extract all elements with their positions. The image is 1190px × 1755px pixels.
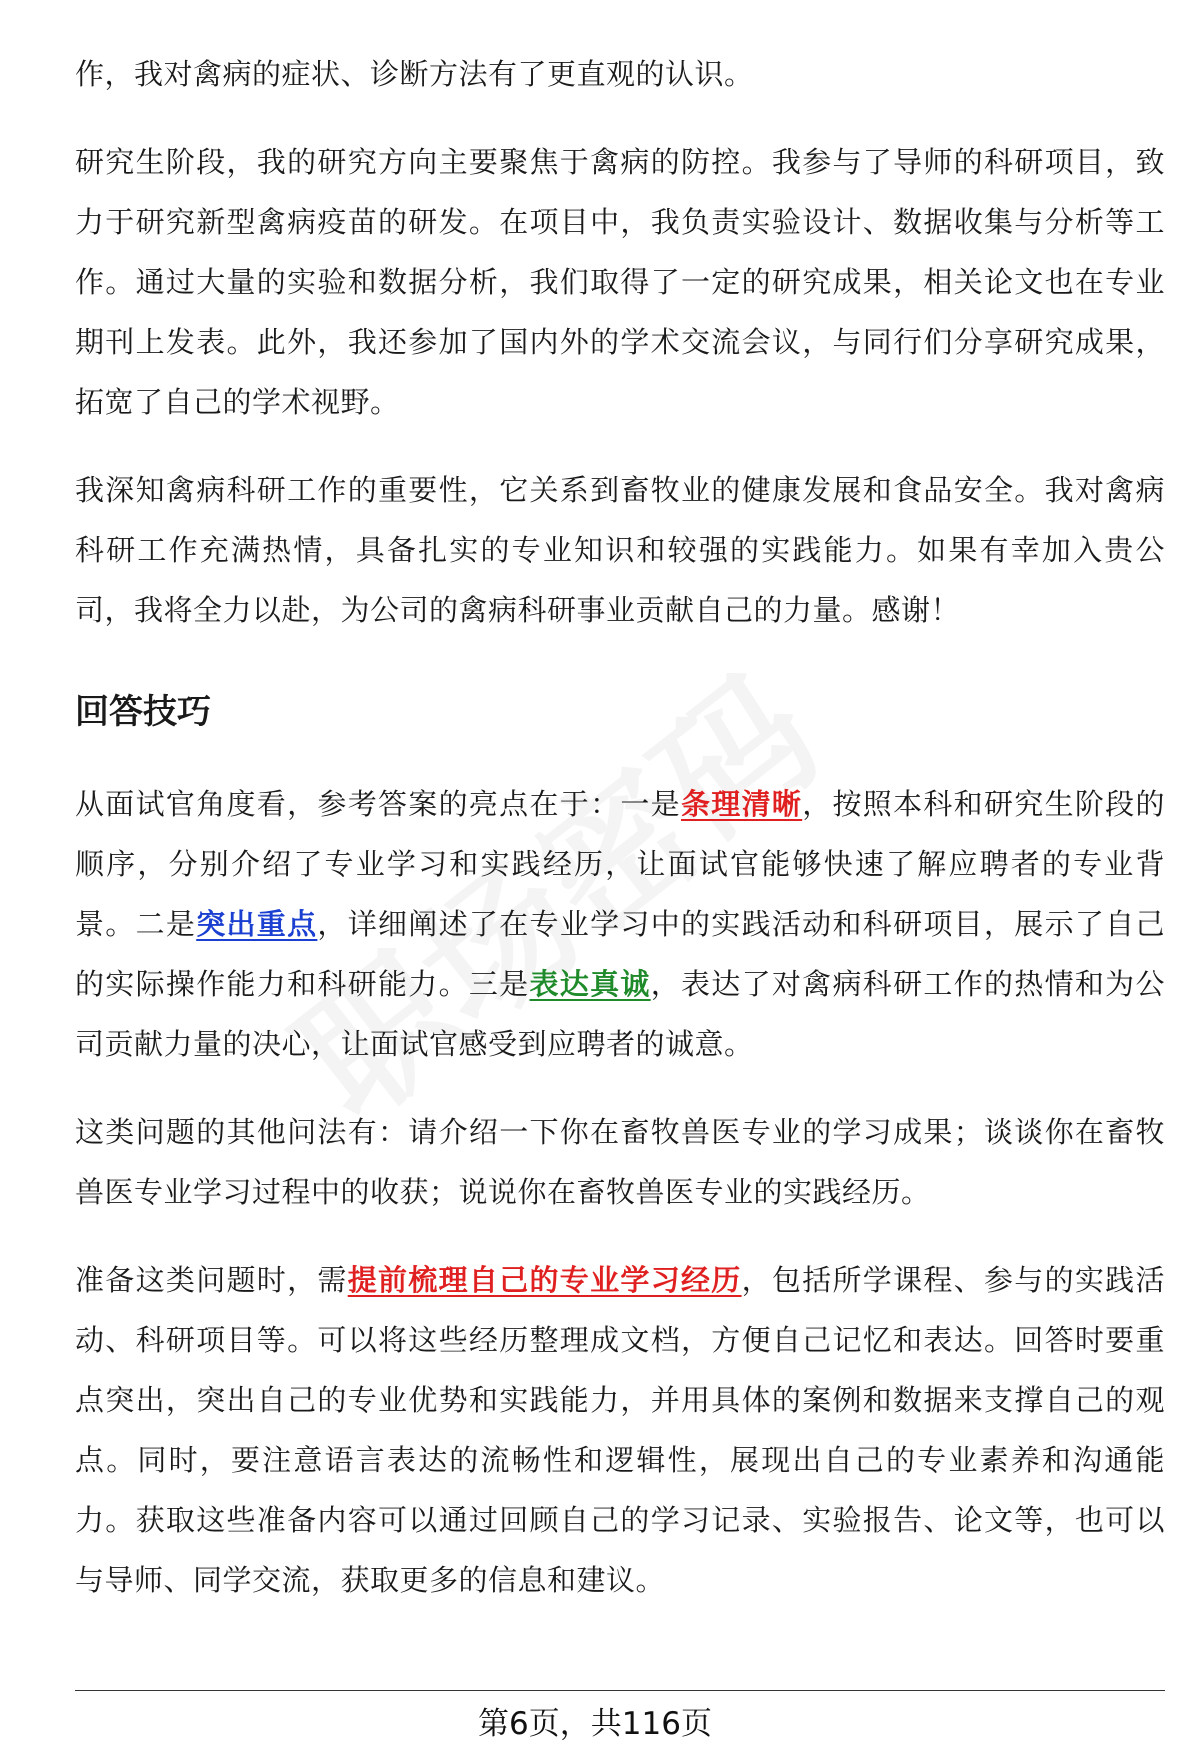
- paragraph-closing: 我深知禽病科研工作的重要性，它关系到畜牧业的健康发展和食品安全。我对禽病科研工作充满热情，具备扎实的专业知识和较强的实践能力。如果有幸加入贵公司，我将全力以赴，为公司的禽病科研事业贡献自己的力量。感谢！: [75, 473, 1165, 627]
- page-content: [75, 44, 1165, 1638]
- paragraph-preparation: [75, 1250, 1165, 1610]
- highlight-review-experience: 提前梳理自己的专业学习经历: [347, 1263, 742, 1297]
- highlight-clear-structure: 条理清晰: [680, 787, 803, 821]
- footer-divider: [75, 1690, 1165, 1691]
- paragraph-tip-highlights: [75, 774, 1165, 1074]
- page-number: 第6页，共116页: [478, 1706, 712, 1742]
- tip-text: ，详细阐述了在专业学习中的实践活动和科研项目，展示了自己的实际操作能力和科研能力。三是: [75, 907, 1165, 1001]
- tip-text: ，按照本科和研究生阶段的顺序，分别介绍了专业学习和实践经历，让面试官能够快速了解应聘者的专业背景。二是: [75, 787, 1165, 941]
- paragraph-graduate-stage: 研究生阶段，我的研究方向主要聚焦于禽病的防控。我参与了导师的科研项目，致力于研究新型禽病疫苗的研发。在项目中，我负责实验设计、数据收集与分析等工作。通过大量的实验和数据分析，我们取得了一定的研究成果，相关论文也在专业期刊上发表。此外，我还参加了国内外的学术交流会议，与同行们分享研究成果，拓宽了自己的学术视野。: [75, 145, 1165, 419]
- tip-text: 准备这类问题时，需: [75, 1263, 348, 1297]
- highlight-sincerity: 表达真诚: [529, 967, 651, 1001]
- tip-text: ，表达了对禽病科研工作的热情和为公司贡献力量的决心，让面试官感受到应聘者的诚意。: [75, 967, 1165, 1061]
- highlight-key-points: 突出重点: [196, 907, 318, 941]
- tip-text: ，包括所学课程、参与的实践活动、科研项目等。可以将这些经历整理成文档，方便自己记忆和表达。回答时要重点突出，突出自己的专业优势和实践能力，并用具体的案例和数据来支撑自己的观点。同时，要注意语言表达的流畅性和逻辑性，展现出自己的专业素养和沟通能力。获取这些准备内容可以通过回顾自己的学习记录、实验报告、论文等，也可以与导师、同学交流，获取更多的信息和建议。: [75, 1263, 1165, 1597]
- tip-text: 从面试官角度看，参考答案的亮点在于：一是: [75, 787, 681, 821]
- paragraph-other-questions: 这类问题的其他问法有：请介绍一下你在畜牧兽医专业的学习成果；谈谈你在畜牧兽医专业学习过程中的收获；说说你在畜牧兽医专业的实践经历。: [75, 1115, 1165, 1209]
- section-heading-answer-tips: 回答技巧: [75, 692, 211, 732]
- paragraph-continuation: 作，我对禽病的症状、诊断方法有了更直观的认识。: [75, 57, 754, 91]
